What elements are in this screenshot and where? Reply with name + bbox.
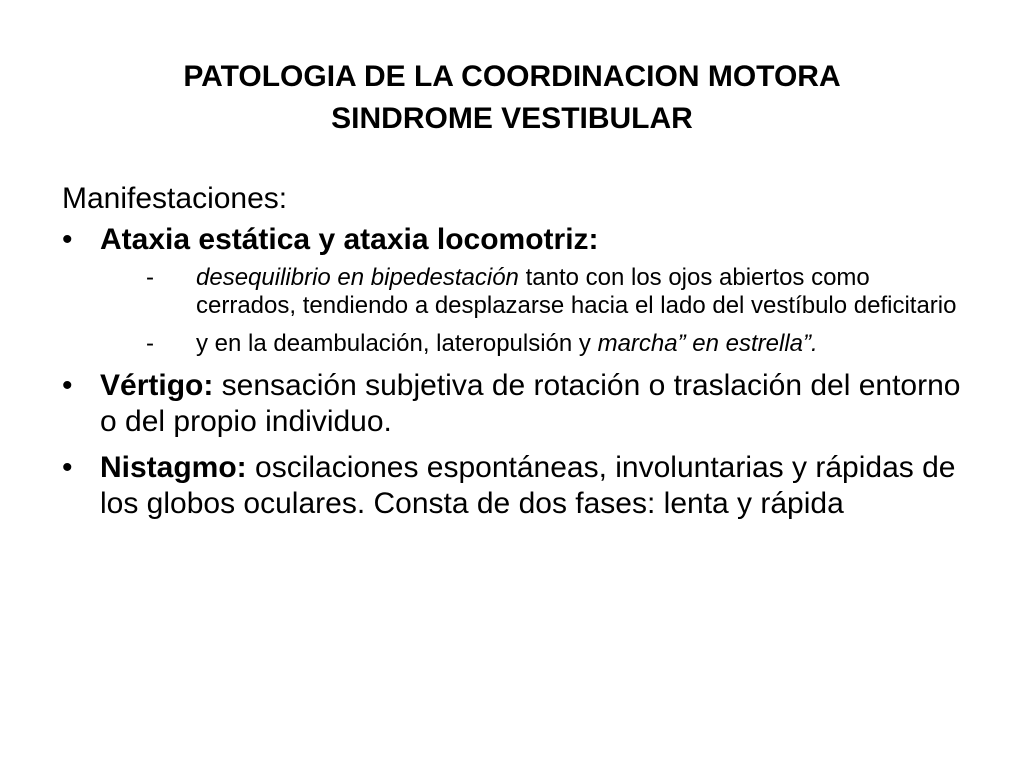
sub2-italic: marcha” en estrella”. bbox=[597, 330, 818, 357]
sub-item-desequilibrio bbox=[100, 264, 962, 320]
bullet-nistagmo bbox=[62, 450, 962, 522]
vertigo-text: sensación subjetiva de rotación o traslación del entorno o del propio individuo. bbox=[100, 369, 961, 438]
title-line-2: SINDROME VESTIBULAR bbox=[331, 102, 693, 135]
sub1-text: tanto con los ojos abiertos como cerrados, tendiendo a desplazarse hacia el lado del vestíbulo deficitario bbox=[196, 264, 957, 319]
nistagmo-text: oscilaciones espontáneas, involuntarias y rápidas de los globos oculares. Consta de dos fases: lenta y rápida bbox=[100, 451, 956, 520]
dash-marker: - bbox=[146, 264, 154, 291]
slide-title bbox=[60, 56, 964, 140]
bullet-dot: • bbox=[62, 369, 73, 402]
sub1-italic: desequilibrio en bipedestación bbox=[196, 264, 519, 291]
bullet-dot: • bbox=[62, 223, 73, 256]
sub2-text: y en la deambulación, lateropulsión y bbox=[196, 330, 598, 357]
bullet-vertigo bbox=[62, 368, 962, 440]
slide-body bbox=[62, 180, 962, 532]
dash-marker: - bbox=[146, 330, 154, 357]
bullet-dot: • bbox=[62, 451, 73, 484]
title-line-1: PATOLOGIA DE LA COORDINACION MOTORA bbox=[183, 60, 841, 93]
bullet-ataxia bbox=[62, 222, 962, 358]
ataxia-sublist bbox=[100, 264, 962, 358]
intro-text: Manifestaciones: bbox=[62, 182, 288, 215]
nistagmo-term: Nistagmo: bbox=[100, 451, 247, 484]
ataxia-heading: Ataxia estática y ataxia locomotriz: bbox=[100, 223, 599, 256]
vertigo-term: Vértigo: bbox=[100, 369, 214, 402]
sub-item-deambulacion bbox=[100, 330, 962, 358]
